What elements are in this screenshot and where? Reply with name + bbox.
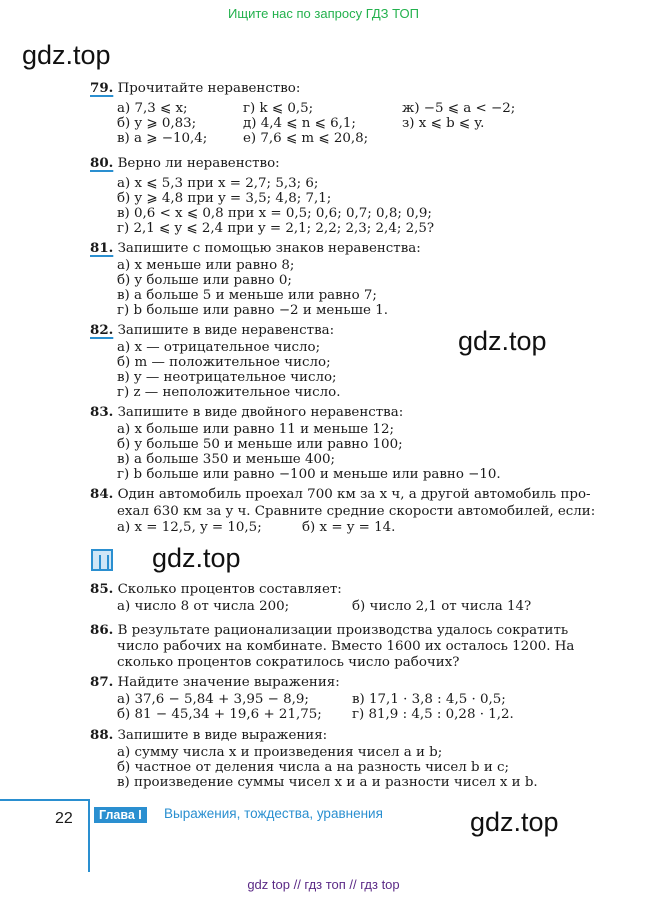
watermark-logo: gdz.top bbox=[470, 807, 559, 837]
task-79-item: е) 7,6 ⩽ m ⩽ 20,8; bbox=[243, 131, 369, 146]
chapter-label: Глава I bbox=[94, 807, 147, 823]
task-title: Запишите в виде выражения: bbox=[117, 728, 328, 743]
task-number: 86. bbox=[90, 622, 114, 638]
task-85-item: а) число 8 от числа 200; bbox=[117, 599, 290, 614]
task-87-item: г) 81,9 : 4,5 : 0,28 · 1,2. bbox=[352, 707, 514, 722]
chapter-title: Выражения, тождества, уравнения bbox=[164, 806, 383, 821]
task-text: В результате рационализации производства удалось сократить bbox=[117, 623, 569, 638]
task-79-heading bbox=[90, 81, 300, 96]
task-80-item: б) y ⩾ 4,8 при y = 3,5; 4,8; 7,1; bbox=[117, 191, 332, 206]
task-title: Сколько процентов составляет: bbox=[117, 582, 342, 597]
task-88-item: б) частное от деления числа a на разность чисел b и c; bbox=[117, 760, 510, 775]
task-81-heading bbox=[90, 241, 421, 256]
task-83-item: г) b больше или равно −100 и меньше или равно −10. bbox=[117, 467, 501, 482]
task-88-item: в) произведение суммы чисел x и a и разности чисел x и b. bbox=[117, 775, 538, 790]
footer-links[interactable]: gdz top // гдз топ // гдз top bbox=[247, 877, 400, 892]
task-title: Прочитайте неравенство: bbox=[117, 81, 301, 96]
task-79-item: ж) −5 ⩽ a < −2; bbox=[402, 101, 516, 116]
task-79-item: а) 7,3 ⩽ x; bbox=[117, 101, 188, 116]
task-number: 88. bbox=[90, 727, 114, 743]
task-80-heading bbox=[90, 156, 280, 171]
task-82-item: б) m — положительное число; bbox=[117, 355, 331, 370]
task-84-heading bbox=[90, 487, 591, 502]
task-83-item: а) x больше или равно 11 и меньше 12; bbox=[117, 422, 394, 437]
footer-divider bbox=[0, 799, 90, 801]
task-number: 79. bbox=[90, 80, 114, 96]
task-title: Запишите в виде неравенства: bbox=[117, 323, 335, 338]
task-79-item: б) y ⩾ 0,83; bbox=[117, 116, 197, 131]
task-80-item: а) x ⩽ 5,3 при x = 2,7; 5,3; 6; bbox=[117, 176, 319, 191]
task-81-item: а) x меньше или равно 8; bbox=[117, 258, 295, 273]
task-number: 85. bbox=[90, 581, 114, 597]
task-83-heading bbox=[90, 405, 403, 420]
task-88-item: а) сумму числа x и произведения чисел a и b; bbox=[117, 745, 443, 760]
task-title: Запишите в виде двойного неравенства: bbox=[117, 405, 404, 420]
task-87-item: в) 17,1 · 3,8 : 4,5 · 0,5; bbox=[352, 692, 506, 707]
task-81-item: г) b больше или равно −2 и меньше 1. bbox=[117, 303, 388, 318]
task-81-item: в) a больше 5 и меньше или равно 7; bbox=[117, 288, 377, 303]
task-86-text: число рабочих на комбинате. Вместо 1600 их осталось 1200. На bbox=[117, 639, 575, 654]
task-86-text: сколько процентов сократилось число рабочих? bbox=[117, 655, 460, 670]
task-80-item: г) 2,1 ⩽ y ⩽ 2,4 при y = 2,1; 2,2; 2,3; 2,4; 2,5? bbox=[117, 221, 435, 236]
task-number: 84. bbox=[90, 486, 114, 502]
task-number: 80. bbox=[90, 155, 114, 171]
footer-divider bbox=[88, 800, 90, 872]
task-87-heading bbox=[90, 675, 340, 690]
task-84-item: б) x = y = 14. bbox=[302, 520, 396, 535]
task-85-heading bbox=[90, 582, 342, 597]
task-number: 83. bbox=[90, 404, 114, 420]
task-86-heading bbox=[90, 623, 568, 638]
task-88-heading bbox=[90, 728, 327, 743]
task-number: 81. bbox=[90, 240, 114, 256]
task-83-item: б) y больше 50 и меньше или равно 100; bbox=[117, 437, 403, 452]
task-82-item: в) y — неотрицательное число; bbox=[117, 370, 337, 385]
task-number: 87. bbox=[90, 674, 114, 690]
section-marker-icon bbox=[91, 549, 113, 571]
task-85-item: б) число 2,1 от числа 14? bbox=[352, 599, 532, 614]
task-82-item: а) x — отрицательное число; bbox=[117, 340, 321, 355]
task-79-item: г) k ⩽ 0,5; bbox=[243, 101, 314, 116]
top-banner[interactable]: Ищите нас по запросу ГДЗ ТОП bbox=[228, 6, 419, 21]
task-text: Один автомобиль проехал 700 км за x ч, а другой автомобиль про- bbox=[117, 487, 591, 502]
task-87-item: б) 81 − 45,34 + 19,6 + 21,75; bbox=[117, 707, 322, 722]
task-87-item: а) 37,6 − 5,84 + 3,95 − 8,9; bbox=[117, 692, 309, 707]
task-title: Найдите значение выражения: bbox=[117, 675, 340, 690]
task-80-item: в) 0,6 < x ⩽ 0,8 при x = 0,5; 0,6; 0,7; 0,8; 0,9; bbox=[117, 206, 432, 221]
task-84-item: а) x = 12,5, y = 10,5; bbox=[117, 520, 262, 535]
task-79-item: з) x ⩽ b ⩽ y. bbox=[402, 116, 485, 131]
watermark-logo: gdz.top bbox=[458, 326, 547, 356]
page-number: 22 bbox=[55, 810, 73, 827]
task-title: Верно ли неравенство: bbox=[117, 156, 280, 171]
task-number: 82. bbox=[90, 322, 114, 338]
task-83-item: в) a больше 350 и меньше 400; bbox=[117, 452, 336, 467]
task-84-text: ехал 630 км за y ч. Сравните средние скорости автомобилей, если: bbox=[117, 504, 596, 519]
task-title: Запишите с помощью знаков неравенства: bbox=[117, 241, 421, 256]
watermark-logo: gdz.top bbox=[22, 40, 111, 70]
task-81-item: б) y больше или равно 0; bbox=[117, 273, 292, 288]
task-82-heading bbox=[90, 323, 334, 338]
task-82-item: г) z — неположительное число. bbox=[117, 385, 341, 400]
task-79-item: д) 4,4 ⩽ n ⩽ 6,1; bbox=[243, 116, 356, 131]
watermark-logo: gdz.top bbox=[152, 543, 241, 573]
task-79-item: в) a ⩾ −10,4; bbox=[117, 131, 208, 146]
